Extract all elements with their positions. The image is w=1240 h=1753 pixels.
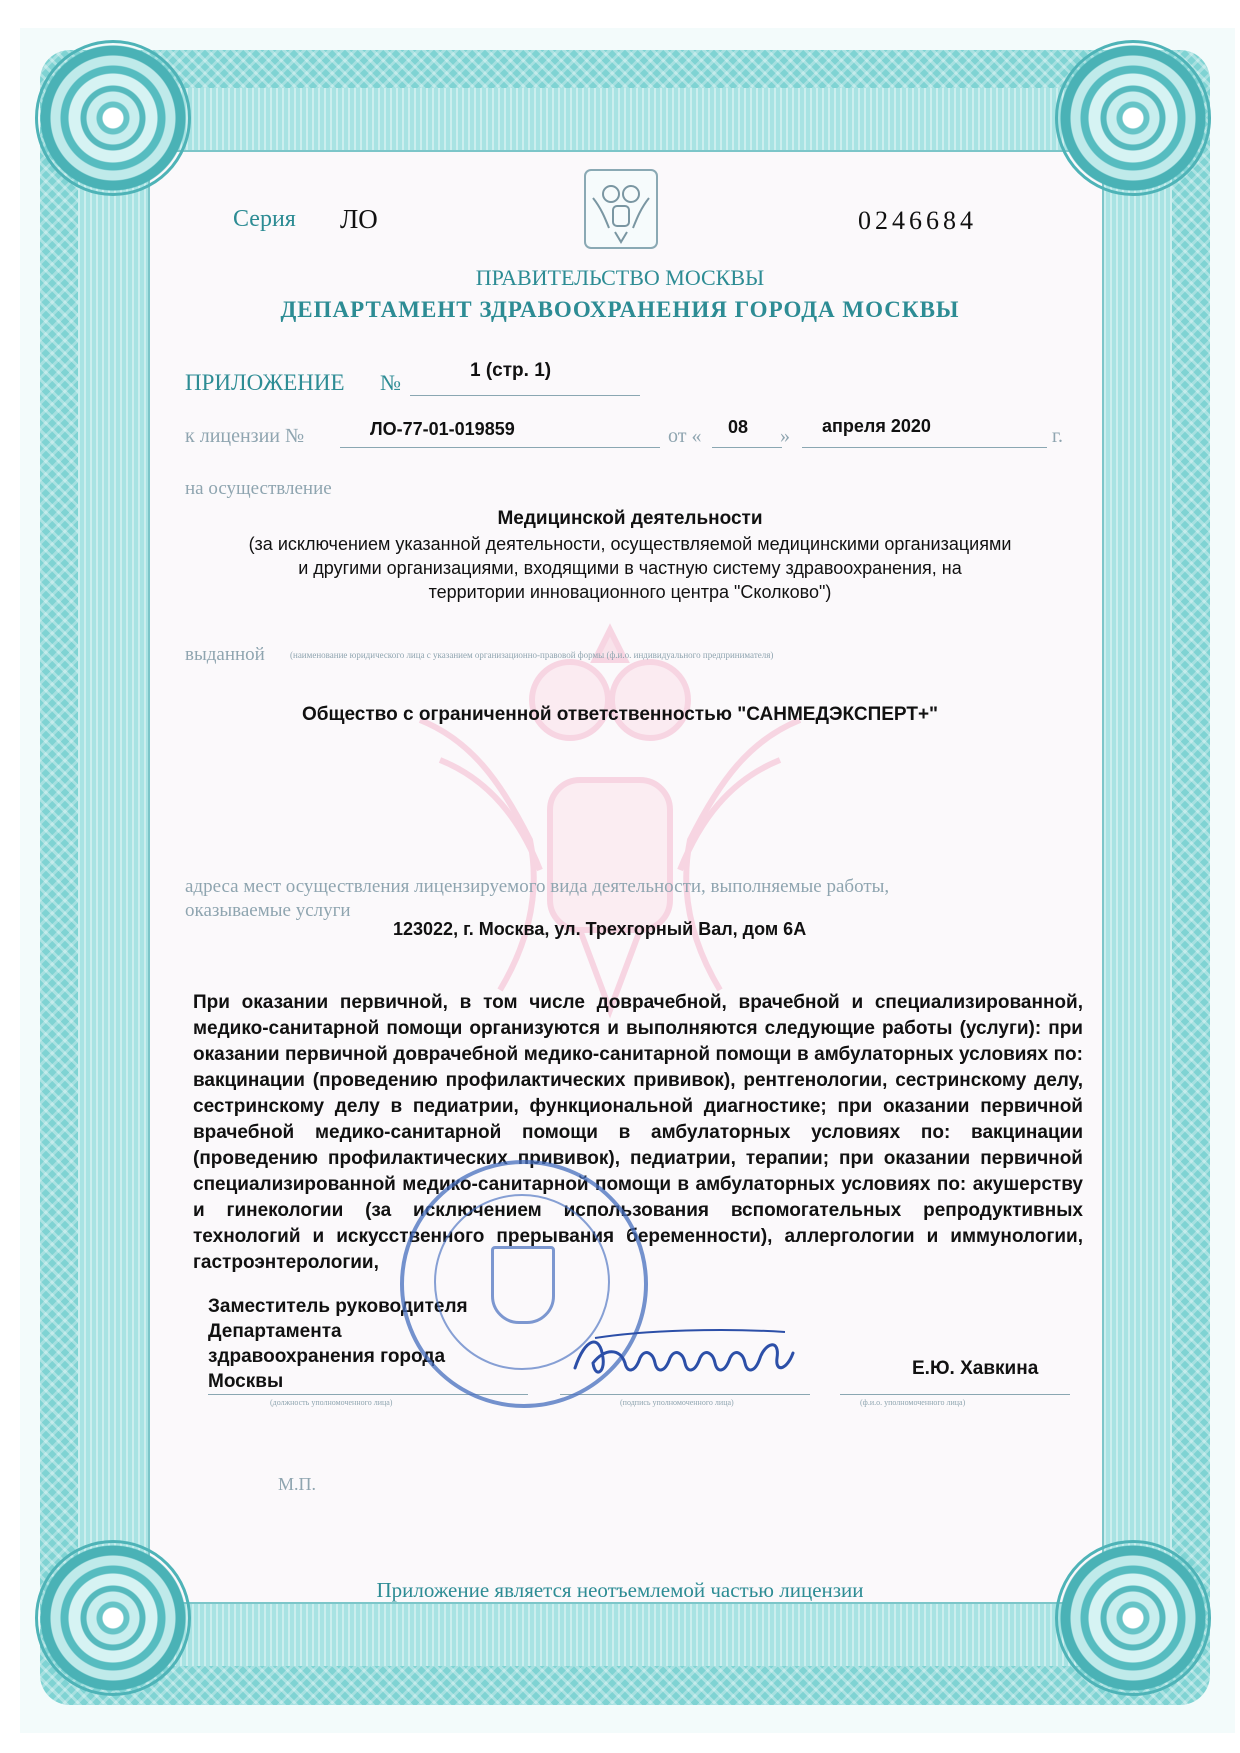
issued-hint: (наименование юридического лица с указанием организационно-правовой формы (ф.и.о. индивидуального предпринимателя) — [290, 650, 774, 660]
series-value: ЛО — [340, 204, 378, 234]
department-title: ДЕПАРТАМЕНТ ЗДРАВООХРАНЕНИЯ ГОРОДА МОСКВЫ — [280, 297, 960, 322]
activity-description-line: территории инновационного центра "Сколково") — [428, 582, 832, 602]
rosette-top-right-icon — [1055, 40, 1211, 196]
serial-number: 0246684 — [858, 206, 977, 235]
appendix-number-underline — [410, 395, 640, 396]
state-emblem-icon — [583, 168, 659, 250]
address-label-line: адреса мест осуществления лицензируемого вида деятельности, выполняемые работы, — [185, 876, 890, 897]
position-hint: (должность уполномоченного лица) — [270, 1398, 393, 1407]
license-date-from: от « — [668, 425, 702, 447]
license-number-underline — [340, 447, 660, 448]
stamp-place-label: М.П. — [278, 1474, 317, 1494]
rosette-bottom-left-icon — [35, 1540, 191, 1696]
license-quote-close: » — [780, 425, 790, 447]
stamp-shield-icon — [491, 1246, 555, 1324]
signature-hint: (подпись уполномоченного лица) — [620, 1398, 734, 1407]
signatory-position-line: Департамента — [208, 1321, 342, 1342]
signatory-position-line: здравоохранения города — [208, 1346, 446, 1367]
license-day: 08 — [728, 417, 749, 437]
name-underline — [840, 1394, 1070, 1395]
series-label: Серия — [233, 206, 296, 232]
rosette-bottom-right-icon — [1055, 1540, 1211, 1696]
activity-description-line: (за исключением указанной деятельности, осуществляемой медицинскими организациями — [248, 534, 1012, 554]
license-day-underline — [712, 447, 782, 448]
organization-name: Общество с ограниченной ответственностью "САНМЕДЭКСПЕРТ+" — [301, 704, 939, 725]
license-month-year: апреля 2020 — [822, 416, 931, 436]
appendix-label: ПРИЛОЖЕНИЕ — [185, 370, 345, 395]
services-paragraph: При оказании первичной, в том числе доврачебной, врачебной и специализированной, медико-санитарной помощи организуются и выполняются следующие работы (услуги): при оказании первичной доврачебной медико-санитарной помощи в амбулаторных условиях по: вакцинации (проведению профилактических прививок), рентгенологии, сестринскому делу, сестринскому делу в педиатрии, функциональной диагностике; при оказании первичной врачебной медико-санитарной помощи в амбулаторных условиях по: вакцинации (проведению профилактических прививок), педиатрии, терапии; при оказании первичной специализированной медико-санитарной помощи в амбулаторных условиях по: акушерству и гинекологии (за исключением использования вспомогательных репродуктивных технологий и искусственного прерывания беременности), аллергологии и иммунологии, гастроэнтерологии, — [193, 992, 1083, 1273]
signatory-name: Е.Ю. Хавкина — [912, 1358, 1039, 1379]
address-label-line: оказываемые услуги — [185, 900, 351, 921]
handwritten-signature-icon — [565, 1318, 885, 1388]
activity-label: на осуществление — [185, 478, 332, 499]
license-month-underline — [802, 447, 1047, 448]
activity-title: Медицинской деятельности — [497, 508, 763, 529]
footer-note: Приложение является неотъемлемой частью лицензии — [376, 1578, 864, 1602]
license-number: ЛО-77-01-019859 — [370, 419, 515, 439]
rosette-top-left-icon — [35, 40, 191, 196]
address-value: 123022, г. Москва, ул. Трехгорный Вал, дом 6А — [393, 919, 807, 939]
appendix-number-value: 1 (стр. 1) — [470, 360, 552, 381]
license-label: к лицензии № — [185, 425, 305, 447]
activity-description-line: и другими организациями, входящими в частную систему здравоохранения, на — [298, 558, 962, 578]
appendix-number-sign: № — [380, 370, 401, 395]
license-year-suffix: г. — [1052, 425, 1063, 447]
issued-label: выданной — [185, 644, 265, 665]
name-hint: (ф.и.о. уполномоченного лица) — [860, 1398, 966, 1407]
signatory-position-line: Москвы — [208, 1371, 284, 1392]
signatory-position-line: Заместитель руководителя — [208, 1296, 468, 1317]
signature-underline — [560, 1394, 810, 1395]
government-title: ПРАВИТЕЛЬСТВО МОСКВЫ — [475, 265, 765, 290]
